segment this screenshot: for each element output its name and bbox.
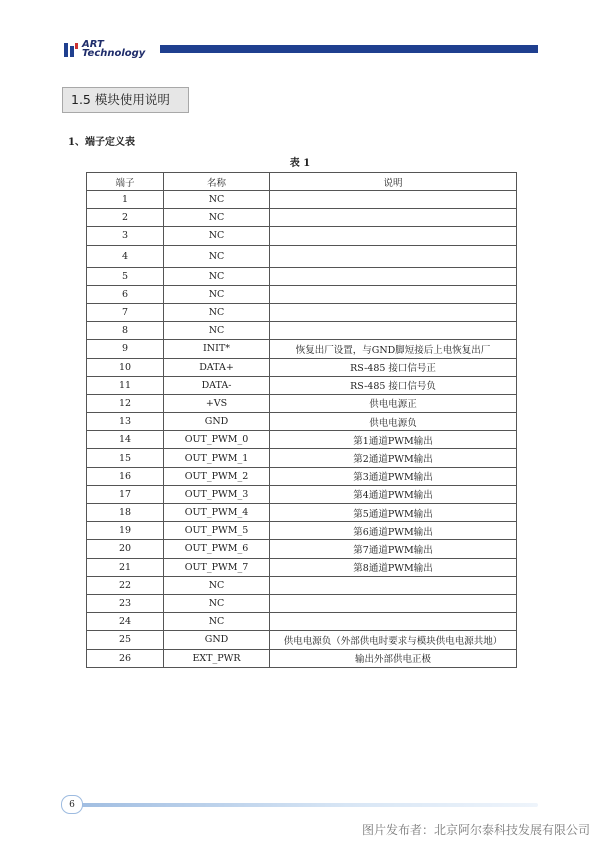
table-row bbox=[87, 431, 517, 449]
table-row bbox=[87, 522, 517, 540]
cell-description: 第7通道PWM输出 bbox=[270, 540, 517, 558]
cell-name: NC bbox=[164, 209, 270, 227]
cell-pin: 12 bbox=[87, 394, 164, 412]
cell-description bbox=[270, 303, 517, 321]
cell-description bbox=[270, 322, 517, 340]
cell-pin: 2 bbox=[87, 209, 164, 227]
table-row bbox=[87, 413, 517, 431]
cell-pin: 26 bbox=[87, 649, 164, 667]
cell-pin: 16 bbox=[87, 467, 164, 485]
cell-description bbox=[270, 245, 517, 267]
cell-pin: 10 bbox=[87, 358, 164, 376]
cell-name: NC bbox=[164, 576, 270, 594]
cell-pin: 22 bbox=[87, 576, 164, 594]
table-row bbox=[87, 485, 517, 503]
cell-description bbox=[270, 594, 517, 612]
table-row bbox=[87, 540, 517, 558]
footer-line bbox=[62, 803, 538, 807]
cell-pin: 17 bbox=[87, 485, 164, 503]
company-logo bbox=[64, 39, 156, 61]
cell-name: GND bbox=[164, 631, 270, 649]
table-row bbox=[87, 358, 517, 376]
table-row bbox=[87, 209, 517, 227]
column-header-name: 名称 bbox=[164, 173, 270, 191]
table-row bbox=[87, 303, 517, 321]
cell-description: 供电电源负（外部供电时要求与模块供电电源共地） bbox=[270, 631, 517, 649]
cell-pin: 6 bbox=[87, 285, 164, 303]
cell-name: GND bbox=[164, 413, 270, 431]
table-row bbox=[87, 376, 517, 394]
cell-description bbox=[270, 576, 517, 594]
cell-name: NC bbox=[164, 322, 270, 340]
cell-pin: 24 bbox=[87, 613, 164, 631]
header-bar bbox=[160, 45, 538, 53]
cell-description: 供电电源负 bbox=[270, 413, 517, 431]
cell-name: NC bbox=[164, 191, 270, 209]
logo-text-technology: Technology bbox=[82, 48, 146, 59]
cell-pin: 7 bbox=[87, 303, 164, 321]
table-row bbox=[87, 649, 517, 667]
cell-description: 第1通道PWM输出 bbox=[270, 431, 517, 449]
cell-name: NC bbox=[164, 267, 270, 285]
logo-mark-icon bbox=[64, 43, 78, 57]
cell-name: OUT_PWM_5 bbox=[164, 522, 270, 540]
cell-pin: 21 bbox=[87, 558, 164, 576]
table-row bbox=[87, 576, 517, 594]
cell-name: NC bbox=[164, 245, 270, 267]
cell-name: NC bbox=[164, 285, 270, 303]
cell-name: OUT_PWM_7 bbox=[164, 558, 270, 576]
cell-pin: 19 bbox=[87, 522, 164, 540]
cell-pin: 9 bbox=[87, 340, 164, 358]
logo-text-art: ART bbox=[82, 39, 104, 50]
section-heading: 1.5 模块使用说明 bbox=[62, 87, 189, 113]
cell-description bbox=[270, 613, 517, 631]
cell-pin: 23 bbox=[87, 594, 164, 612]
table-row bbox=[87, 594, 517, 612]
table-row bbox=[87, 227, 517, 245]
cell-name: EXT_PWR bbox=[164, 649, 270, 667]
cell-pin: 3 bbox=[87, 227, 164, 245]
table-row bbox=[87, 467, 517, 485]
cell-pin: 13 bbox=[87, 413, 164, 431]
table-row bbox=[87, 322, 517, 340]
cell-description: 第2通道PWM输出 bbox=[270, 449, 517, 467]
cell-pin: 4 bbox=[87, 245, 164, 267]
cell-description bbox=[270, 209, 517, 227]
cell-name: OUT_PWM_3 bbox=[164, 485, 270, 503]
table-row bbox=[87, 191, 517, 209]
cell-description: RS-485 接口信号正 bbox=[270, 358, 517, 376]
pin-definition-table bbox=[86, 172, 517, 668]
cell-name: OUT_PWM_2 bbox=[164, 467, 270, 485]
table-row bbox=[87, 558, 517, 576]
cell-description bbox=[270, 267, 517, 285]
cell-pin: 8 bbox=[87, 322, 164, 340]
column-header-pin: 端子 bbox=[87, 173, 164, 191]
cell-description: 第5通道PWM输出 bbox=[270, 504, 517, 522]
table-row bbox=[87, 631, 517, 649]
table-body bbox=[87, 191, 517, 668]
table-row bbox=[87, 285, 517, 303]
publisher-watermark: 图片发布者：北京阿尔泰科技发展有限公司 bbox=[361, 823, 590, 837]
table-row bbox=[87, 613, 517, 631]
cell-description: 恢复出厂设置，与GND脚短接后上电恢复出厂 bbox=[270, 340, 517, 358]
table-row bbox=[87, 449, 517, 467]
cell-pin: 5 bbox=[87, 267, 164, 285]
cell-name: DATA- bbox=[164, 376, 270, 394]
column-header-description: 说明 bbox=[270, 173, 517, 191]
cell-name: +VS bbox=[164, 394, 270, 412]
cell-description: 第4通道PWM输出 bbox=[270, 485, 517, 503]
cell-description bbox=[270, 227, 517, 245]
page-number: 6 bbox=[61, 795, 83, 814]
cell-pin: 25 bbox=[87, 631, 164, 649]
table-row bbox=[87, 245, 517, 267]
cell-pin: 18 bbox=[87, 504, 164, 522]
cell-name: DATA+ bbox=[164, 358, 270, 376]
cell-pin: 11 bbox=[87, 376, 164, 394]
table-row bbox=[87, 394, 517, 412]
cell-name: NC bbox=[164, 594, 270, 612]
cell-pin: 14 bbox=[87, 431, 164, 449]
cell-description: 第8通道PWM输出 bbox=[270, 558, 517, 576]
cell-description: 第3通道PWM输出 bbox=[270, 467, 517, 485]
table-header-row bbox=[87, 173, 517, 191]
cell-description bbox=[270, 285, 517, 303]
cell-name: NC bbox=[164, 613, 270, 631]
cell-name: OUT_PWM_4 bbox=[164, 504, 270, 522]
cell-name: OUT_PWM_6 bbox=[164, 540, 270, 558]
cell-pin: 20 bbox=[87, 540, 164, 558]
table-row bbox=[87, 504, 517, 522]
subsection-heading: 1、端子定义表 bbox=[68, 137, 135, 148]
cell-name: NC bbox=[164, 227, 270, 245]
cell-description: 供电电源正 bbox=[270, 394, 517, 412]
cell-description bbox=[270, 191, 517, 209]
cell-name: OUT_PWM_0 bbox=[164, 431, 270, 449]
cell-name: OUT_PWM_1 bbox=[164, 449, 270, 467]
cell-pin: 1 bbox=[87, 191, 164, 209]
table-row bbox=[87, 340, 517, 358]
cell-pin: 15 bbox=[87, 449, 164, 467]
cell-name: NC bbox=[164, 303, 270, 321]
cell-description: 第6通道PWM输出 bbox=[270, 522, 517, 540]
table-caption: 表 1 bbox=[289, 158, 311, 169]
cell-description: 输出外部供电正极 bbox=[270, 649, 517, 667]
cell-name: INIT* bbox=[164, 340, 270, 358]
cell-description: RS-485 接口信号负 bbox=[270, 376, 517, 394]
table-row bbox=[87, 267, 517, 285]
